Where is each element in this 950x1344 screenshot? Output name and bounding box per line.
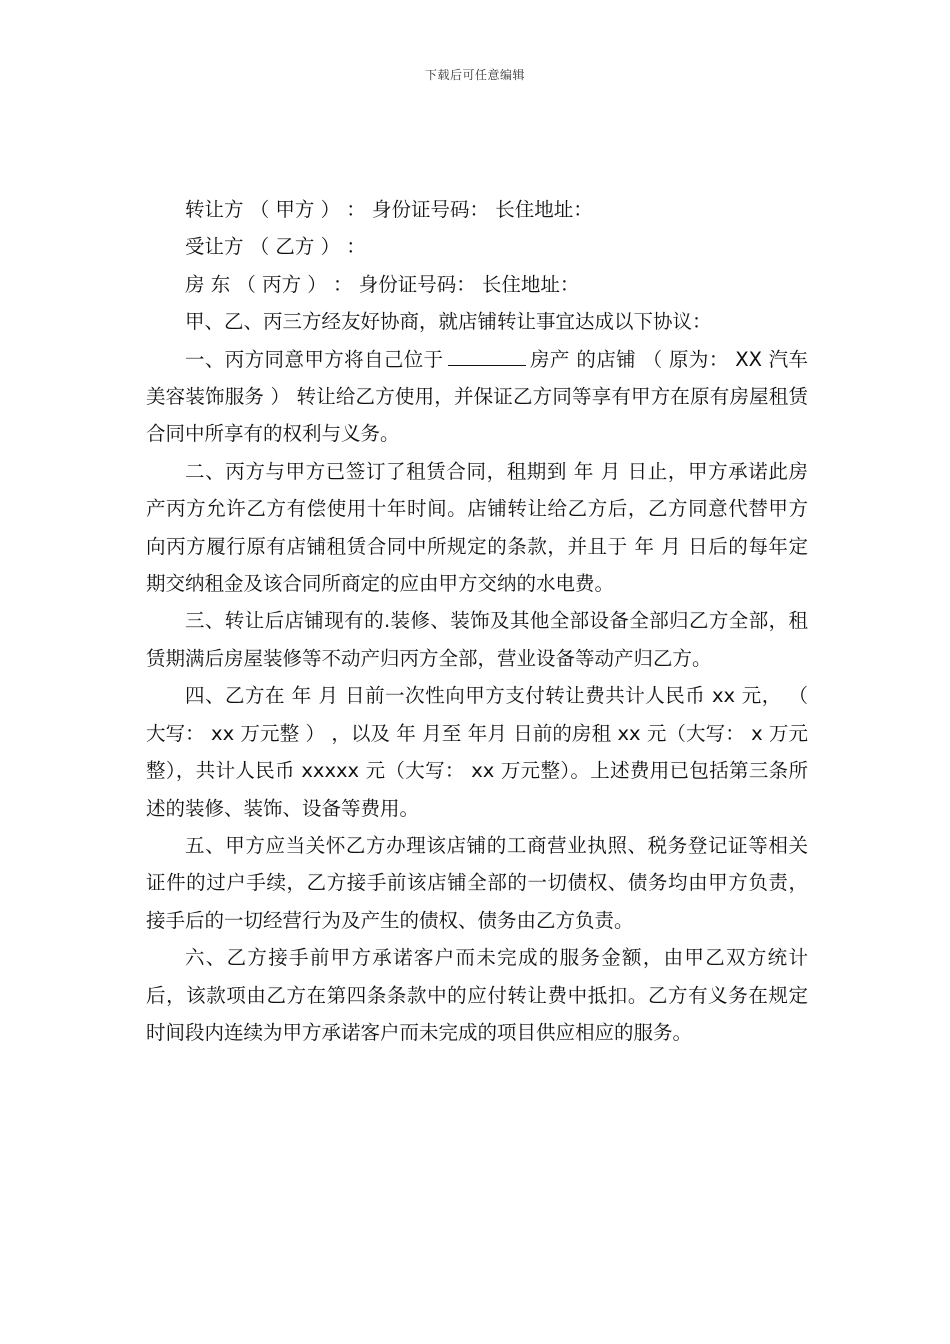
address-blank-line <box>448 345 526 366</box>
clause-1 <box>146 341 808 453</box>
party-landlord-line: 房 东 （ 丙方 ） ： 身份证号码： 长住地址： <box>185 272 580 296</box>
clause-6: 六、乙方接手前甲方承诺客户而未完成的服务金额，由甲乙双方统计后，该款项由乙方在第四条条款中的应付转让费中抵扣。乙方有义务在规定时间段内连续为甲方承诺客户而未完成的项目供应相应的服务。 <box>146 946 808 1044</box>
clause-3: 三、转让后店铺现有的.装修、装饰及其他全部设备全部归乙方全部，租赁期满后房屋装修等不动产归丙方全部，营业设备等动产归乙方。 <box>146 609 808 670</box>
party-transferee-line: 受让方 （ 乙方 ） ： <box>185 235 366 259</box>
clause-1-text-before: 一、丙方同意甲方将自己位于 <box>185 347 444 371</box>
party-transferor-line: 转让方 （ 甲方 ） ： 身份证号码： 长住地址： <box>185 198 593 221</box>
page-header-note: 下载后可任意编辑 <box>424 68 525 82</box>
document-body <box>146 191 808 1051</box>
clause-2: 二、丙方与甲方已签订了租赁合同，租期到 年 月 日止，甲方承诺此房产丙方允许乙方有偿使用十年时间。店铺转让给乙方后，乙方同意代替甲方向丙方履行原有店铺租赁合同中所规定的条款，并且于 年 月 日后的每年定期交纳租金及该合同所商定的应由甲方交纳的水电费。 <box>146 459 808 596</box>
clause-4: 四、乙方在 年 月 日前一次性向甲方支付转让费共计人民币 xx 元， （ 大写： xx 万元整 ） ，以及 年 月至 年月 日前的房租 xx 元（大写： x 万元整），共计人民币 xxxxx 元（大写： xx 万元整）。上述费用已包括第三条所述的装修、装饰、设备等费用。 <box>146 684 808 820</box>
clause-1-text-after: 房产 的店铺 （ 原为： XX 汽车美容装饰服务 ） 转让给乙方使用，并保证乙方同等享有甲方在原有房屋租赁合同中所享有的权利与义务。 <box>146 347 808 446</box>
clause-5: 五、甲方应当关怀乙方办理该店铺的工商营业执照、税务登记证等相关证件的过户手续，乙方接手前该店铺全部的一切债权、债务均由甲方负责，接手后的一切经营行为及产生的债权、债务由乙方负责。 <box>146 833 808 932</box>
agreement-preamble: 甲、乙、丙三方经友好协商，就店铺转让事宜达成以下协议： <box>185 310 712 334</box>
